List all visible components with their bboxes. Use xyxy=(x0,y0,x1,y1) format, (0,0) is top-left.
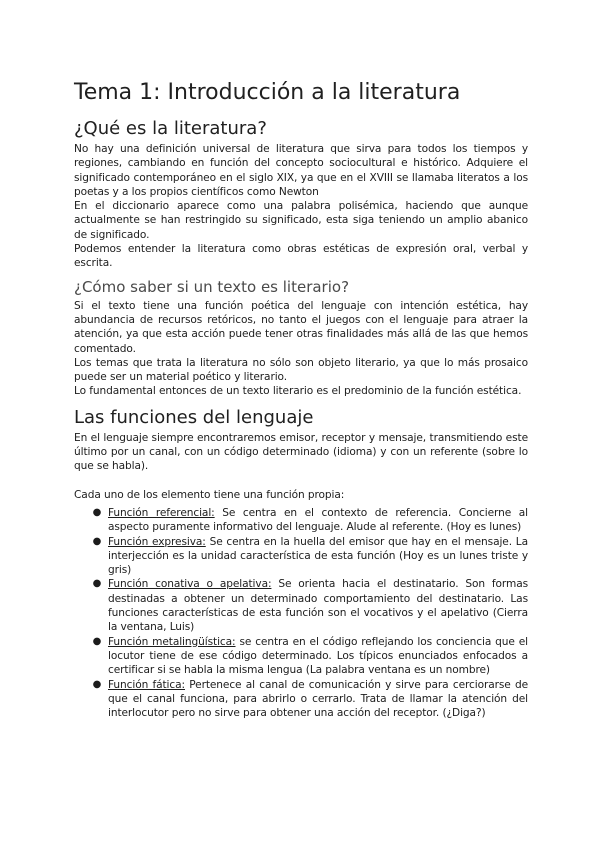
bullet-icon: ● xyxy=(92,535,102,547)
paragraph: Podemos entender la literatura como obras estéticas de expresión oral, verbal y escrita. xyxy=(74,243,528,270)
bullet-icon: ● xyxy=(92,506,102,518)
paragraph: Los temas que trata la literatura no sólo son objeto literario, ya que lo más prosaico puede ser un material poético y literario. xyxy=(74,356,528,384)
function-description: Se orienta hacia el destinatario. Son formas destinadas a obtener un determinado comportamiento del destinatario. Las funciones características de esta función son el vocativos y el apelativo (Cierra la ventana, Luis) xyxy=(108,578,529,634)
section-heading-funciones: Las funciones del lenguaje xyxy=(74,406,314,428)
functions-list xyxy=(74,506,528,720)
paragraph: En el diccionario aparece como una palabra polisémica, haciendo que aunque actualmente se han restringido su significado, esta siga teniendo un amplio abanico de significado. xyxy=(74,200,528,241)
list-intro: Cada uno de los elemento tiene una función propia: xyxy=(74,488,345,501)
paragraph: En el lenguaje siempre encontraremos emisor, receptor y mensaje, transmitiendo este último por un canal, con un código determinado (idioma) y con un referente (sobre lo que se habla). xyxy=(74,431,528,473)
function-term: Función fática: xyxy=(108,678,185,691)
list-item xyxy=(92,506,528,535)
bullet-icon: ● xyxy=(92,635,102,647)
function-description: Se centra en la huella del emisor que hay en el mensaje. La interjección es la unidad característica de esta función (Hoy es un lunes triste y gris) xyxy=(108,535,528,577)
list-item xyxy=(92,678,528,721)
list-item xyxy=(92,635,528,678)
function-term: Función referencial: xyxy=(108,506,215,519)
paragraph: Lo fundamental entonces de un texto literario es el predominio de la función estética. xyxy=(74,385,522,398)
bullet-icon: ● xyxy=(92,678,102,690)
function-term: Función metalingüística: xyxy=(108,635,236,648)
function-description: se centra en el código reflejando los conciencia que el locutor tiene de ese código determinado. Los típicos enunciados enfocados a certificar si se habla la misma lengua (La palabra ventana es un nombre) xyxy=(108,635,529,677)
function-description: Pertenece al canal de comunicación y sirve para cerciorarse de que el canal funciona, para abrirlo o cerrarlo. Trata de llamar la atención del interlocutor pero no sirve para obtener una acción del receptor. (¿Diga?) xyxy=(108,678,528,720)
paragraph: No hay una definición universal de literatura que sirva para todos los tiempos y regiones, cambiando en función del concepto sociocultural e histórico. Adquiere el significado contemporáneo en el siglo XIX, ya que en el XVIII se llamaba literatos a los poetas y a los propios científicos como Newton xyxy=(74,143,528,198)
function-term: Función conativa o apelativa: xyxy=(108,578,272,591)
document-content xyxy=(74,78,528,720)
function-term: Función expresiva: xyxy=(108,535,206,548)
paragraph: Si el texto tiene una función poética del lenguaje con intención estética, hay abundancia de recursos retóricos, no tanto el juegos con el lenguaje para atraer la atención, ya que esta acción puede tener otras finalidades más allá de las que hemos comentado. xyxy=(74,299,528,355)
section-heading-literatura: ¿Qué es la literatura? xyxy=(74,118,267,139)
subsection-heading-texto-literario: ¿Cómo saber si un texto es literario? xyxy=(74,277,350,296)
list-item xyxy=(92,535,528,578)
function-description: Se centra en el contexto de referencia. Concierne al aspecto puramente informativo del lenguaje. Alude al referente. (Hoy es lunes) xyxy=(108,506,528,534)
list-item xyxy=(92,577,528,634)
bullet-icon: ● xyxy=(92,578,102,590)
page-title: Tema 1: Introducción a la literatura xyxy=(74,80,461,105)
